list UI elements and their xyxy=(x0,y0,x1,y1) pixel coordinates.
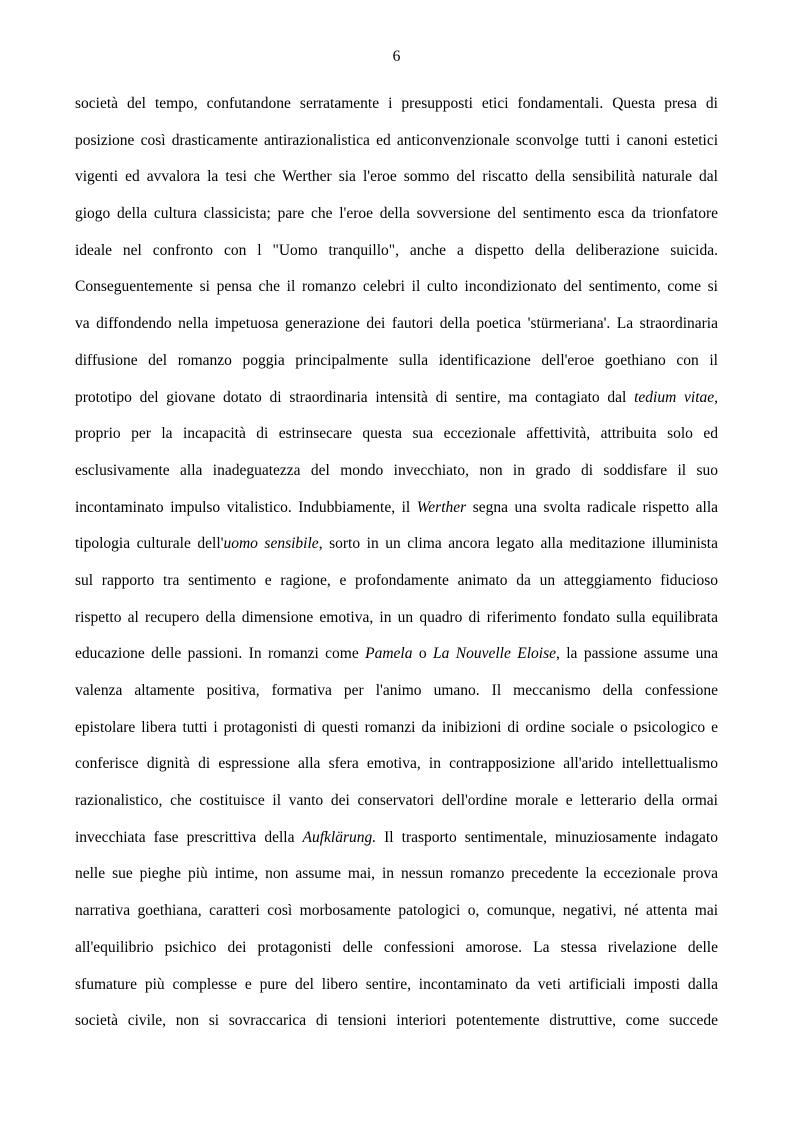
italic-title: La Nouvelle Eloise xyxy=(433,645,556,663)
text-line: proprio per la incapacità di estrinsecare questa sua eccezionale affettività, attribuita solo ed xyxy=(75,425,718,443)
italic-phrase: tedium vitae, xyxy=(634,388,719,406)
text-line: ideale nel confronto con l "Uomo tranquillo", anche a dispetto della deliberazione suicida. xyxy=(75,241,718,259)
text-line: esclusivamente alla inadeguatezza del mondo invecchiato, non in grado di soddisfare il suo xyxy=(75,461,718,479)
text-line: narrativa goethiana, caratteri così morbosamente patologici o, comunque, negativi, né attenta mai xyxy=(75,902,719,920)
text-line: sfumature più complesse e pure del libero sentire, incontaminato da veti artificiali imposti dalla xyxy=(75,975,718,993)
text-line: rispetto al recupero della dimensione emotiva, in un quadro di riferimento fondato sulla equilibrata xyxy=(75,608,718,626)
text-line: diffusione del romanzo poggia principalmente sulla identificazione dell'eroe goethiano con il xyxy=(75,351,718,369)
text-line: valenza altamente positiva, formativa per l'animo umano. Il meccanismo della confessione xyxy=(75,682,718,699)
italic-term: Aufklärung. xyxy=(302,828,377,846)
text-line: nelle sue pieghe più intime, non assume mai, in nessun romanzo precedente la eccezionale prova xyxy=(75,865,718,883)
italic-title: Pamela xyxy=(365,645,413,663)
text-line: Conseguentemente si pensa che il romanzo celebri il culto incondizionato del sentimento, come si xyxy=(75,278,718,296)
text-line: va diffondendo nella impetuosa generazione dei fautori della poetica 'stürmeriana'. La straordinaria xyxy=(75,315,718,333)
text-line: vigenti ed avvalora la tesi che Werther sia l'eroe sommo del riscatto della sensibilità naturale dal xyxy=(75,168,718,186)
italic-phrase: uomo sensibile xyxy=(223,535,319,553)
text-line: società civile, non si sovraccarica di tensioni interiori potentemente distruttive, come succede xyxy=(75,1012,718,1030)
text-line: giogo della cultura classicista; pare che l'eroe della sovversione del sentimento esca da trionfatore xyxy=(75,205,718,223)
text-line: educazione delle passioni. In romanzi come Pamela o La Nouvelle Eloise, la passione assume una xyxy=(75,645,718,663)
italic-comma: , xyxy=(197,902,202,920)
text-line: sul rapporto tra sentimento e ragione, e profondamente animato da un atteggiamento fiducioso xyxy=(75,571,718,589)
text-line: invecchiata fase prescrittiva della Aufklärung. Il trasporto sentimentale, minuziosamente indagato xyxy=(75,828,718,846)
text-line: tipologia culturale dell'uomo sensibile, sorto in un clima ancora legato alla meditazione illuminista xyxy=(75,535,718,553)
text-line: conferisce dignità di espressione alla sfera emotiva, in contrapposizione all'arido intellettualismo xyxy=(75,755,718,773)
text-line: epistolare libera tutti i protagonisti di questi romanzi da inibizioni di ordine sociale o psicologico e xyxy=(75,718,718,736)
text-line: prototipo del giovane dotato di straordinaria intensità di sentire, ma contagiato dal tedium vitae, xyxy=(75,388,719,406)
text-line: società del tempo, confutandone serratamente i presupposti etici fondamentali. Questa presa di xyxy=(75,95,718,112)
text-line: incontaminato impulso vitalistico. Indubbiamente, il Werther segna una svolta radicale rispetto alla xyxy=(75,498,719,516)
text-line: posizione così drasticamente antirazionalistica ed anticonvenzionale sconvolge tutti i canoni estetici xyxy=(75,131,718,149)
italic-title: Werther xyxy=(416,498,467,516)
text-line: razionalistico, che costituisce il vanto dei conservatori dell'ordine morale e letterario della ormai xyxy=(75,792,718,810)
page-number: 6 xyxy=(392,48,401,65)
text-line: all'equilibrio psichico dei protagonisti delle confessioni amorose. La stessa rivelazione delle xyxy=(75,938,718,956)
body-text xyxy=(75,86,718,1040)
